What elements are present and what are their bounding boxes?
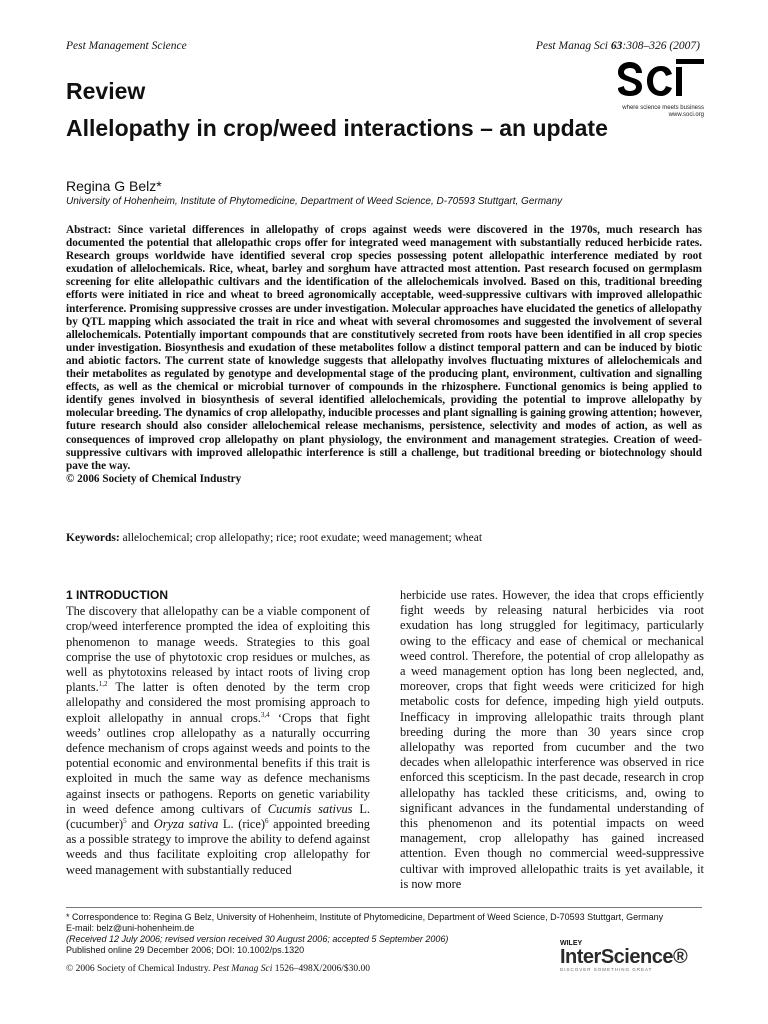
footnote-published: Published online 29 December 2006; DOI: 10.1002/ps.1320	[66, 945, 305, 955]
copyright-prefix: © 2006 Society of Chemical Industry.	[66, 964, 213, 974]
citation-prefix: Pest Manag Sci	[535, 40, 611, 52]
copyright-journal: Pest Manag Sci	[212, 964, 273, 974]
bottom-copyright	[66, 964, 370, 974]
footnote-email[interactable]: E-mail: belz@uni-hohenheim.de	[66, 923, 195, 933]
citation-ref[interactable]: 1,2	[98, 680, 108, 689]
keywords	[66, 532, 702, 544]
intro-text: The discovery that allelopathy can be a viable component of crop/weed interference prompted the idea of exploiting this phenomenon to manage weeds. Strategies to this goal comprise the use of phytotoxic crop residues or mulches, as well as phytotoxins released by intact roots of living crop plants.	[66, 604, 370, 695]
body-column-right	[400, 588, 704, 892]
copyright-suffix: 1526–498X/2006/$30.00	[272, 964, 370, 974]
sci-logo	[612, 58, 704, 118]
interscience-label: InterScience®	[560, 946, 688, 968]
running-citation	[536, 40, 700, 52]
sci-logo-mark	[612, 58, 704, 100]
body-column-left	[66, 588, 370, 878]
article-title: Allelopathy in crop/weed interactions – an update	[66, 115, 608, 141]
wiley-interscience-logo	[560, 940, 706, 974]
abstract-copyright: © 2006 Society of Chemical Industry	[66, 472, 242, 485]
keywords-text: allelochemical; crop allelopathy; rice; root exudate; weed management; wheat	[119, 532, 483, 544]
citation-ref[interactable]: 3,4	[260, 710, 270, 719]
running-journal-name: Pest Management Science	[66, 40, 187, 52]
intro-text: appointed breeding as a possible strategy to improve the ability to defend against weeds and thus facilitate exploiting crop allelopathy for weed management with substantially reduced	[66, 817, 370, 877]
intro-text: L. (cucumber)	[66, 801, 370, 832]
abstract	[66, 224, 702, 486]
species-name: Cucumis sativus	[267, 801, 353, 816]
wiley-label: WILEY	[560, 940, 583, 947]
interscience-tagline: DISCOVER SOMETHING GREAT	[560, 967, 653, 972]
citation-ref[interactable]: 6	[265, 816, 269, 825]
article-type: Review	[66, 78, 146, 104]
footnote-received: (Received 12 July 2006; revised version received 30 August 2006; accepted 5 September 2006)	[66, 934, 449, 944]
species-name: Oryza sativa	[153, 817, 219, 832]
abstract-text: Since varietal differences in allelopathy of crops against weeds were discovered in the 1970s, much research has documented the potential that allelopathic crops offer for integrated weed management with substantially reduced herbicide rates. Research groups worldwide have identified several crop species possessing potent allelopathic interference mediated by root exudation of allelochemicals. Rice, wheat, barley and sorghum have attracted most attention. Past research focused on germplasm screening for elite allelopathic cultivars and the identification of the allelochemicals involved. Based on this, traditional breeding efforts were initiated in rice and wheat to breed agronomically acceptable, weed-suppressive cultivars with improved allelopathic interference. Promising suppressive crosses are under investigation. Molecular approaches have elucidated the genetics of allelopathy by QTL mapping which associated the trait in rice and wheat with several chromosomes and suggested the involvement of several allelochemicals. Potentially important compounds that are constitutively secreted from roots have been identified in all crop species under investigation. Biosynthesis and exudation of these metabolites follow a distinct temporal pattern and can be induced by biotic and abiotic factors. The current state of knowledge suggests that allelopathy involves fluctuating mixtures of allelochemicals and their metabolites as regulated by genotype and developmental stage of the producing plant, environment, cultivation and signalling effects, as well as the chemical or microbial turnover of compounds in the rhizosphere. Functional genomics is being applied to identify genes involved in biosynthesis of several identified allelochemicals, providing the potential to improve allelopathy by molecular breeding. The dynamics of crop allelopathy, inducible processes and plant signalling is gaining growing attention; however, future research should also consider allelochemical release mechanisms, persistence, selectivity and modes of action, as well as consequences of improved crop allelopathy on plant physiology, the environment and management strategies. Creation of weed-suppressive cultivars with improved allelopathic interference is still a challenge, but traditional breeding or biotechnology should pave the way.	[66, 224, 702, 472]
article-author: Regina G Belz*	[66, 178, 162, 194]
intro-text: and	[126, 817, 154, 832]
section-heading-introduction: 1 INTRODUCTION	[66, 588, 168, 602]
citation-volume: 63	[610, 40, 623, 52]
citation-ref[interactable]: 5	[123, 816, 127, 825]
article-affiliation: University of Hohenheim, Institute of Phytomedicine, Department of Weed Science, D-70593 Stuttgart, Germany	[66, 196, 563, 207]
intro-text: ‘Crops that fight weeds’ outlines crop allelopathy as a naturally occurring defence mechanism of crops against weeds and points to the potential economic and environmental benefits if this trait is exploited in much the same way as defence mechanisms against insects or pathogens. Reports on genetic variability in weed defence among cultivars of	[66, 710, 370, 816]
abstract-label: Abstract:	[66, 224, 112, 236]
intro-text-continued: herbicide use rates. However, the idea that crops efficiently fight weeds by releasing natural herbicides via root exudation has long struggled for legitimacy, particularly owing to the efficacy and ease of chemical or mechanical weed control. Therefore, the potential of crop allelopathy as a weed management option has long been neglected, and, moreover, crops that fight weeds were criticized for high metabolic costs for defence, impeding high yield outputs. Inefficacy in improving allelopathic traits through plant breeding during the more than 30 years since crop allelopathy was reported from cucumber and the two decades when allelopathic interference was observed in rice enforced this scepticism. In the past decade, research in crop allelopathy has tackled these criticisms, and, owing to significant advances in the fundamental understanding of this phenomenon and its potential impacts on weed management, crop allelopathy has gained increased attention. Even though no commercial weed-suppressive cultivar with improved allelopathic traits is yet available, it is now more	[400, 588, 704, 891]
keywords-label: Keywords:	[66, 532, 120, 544]
intro-text: The latter is often denoted by the term crop allelopathy and considered the most promising approach to exploit allelopathy in annual crops.	[66, 680, 370, 725]
footnote-correspondence: * Correspondence to: Regina G Belz, University of Hohenheim, Institute of Phytomedicine, Department of Weed Science, D-70593 Stuttgart, Germany	[66, 912, 664, 922]
citation-suffix: :308–326 (2007)	[622, 40, 700, 52]
sci-url: www.soci.org	[668, 112, 704, 118]
footnote-divider	[66, 907, 702, 908]
sci-tagline: where science meets business	[622, 105, 704, 111]
intro-text: L. (rice)	[218, 817, 266, 832]
